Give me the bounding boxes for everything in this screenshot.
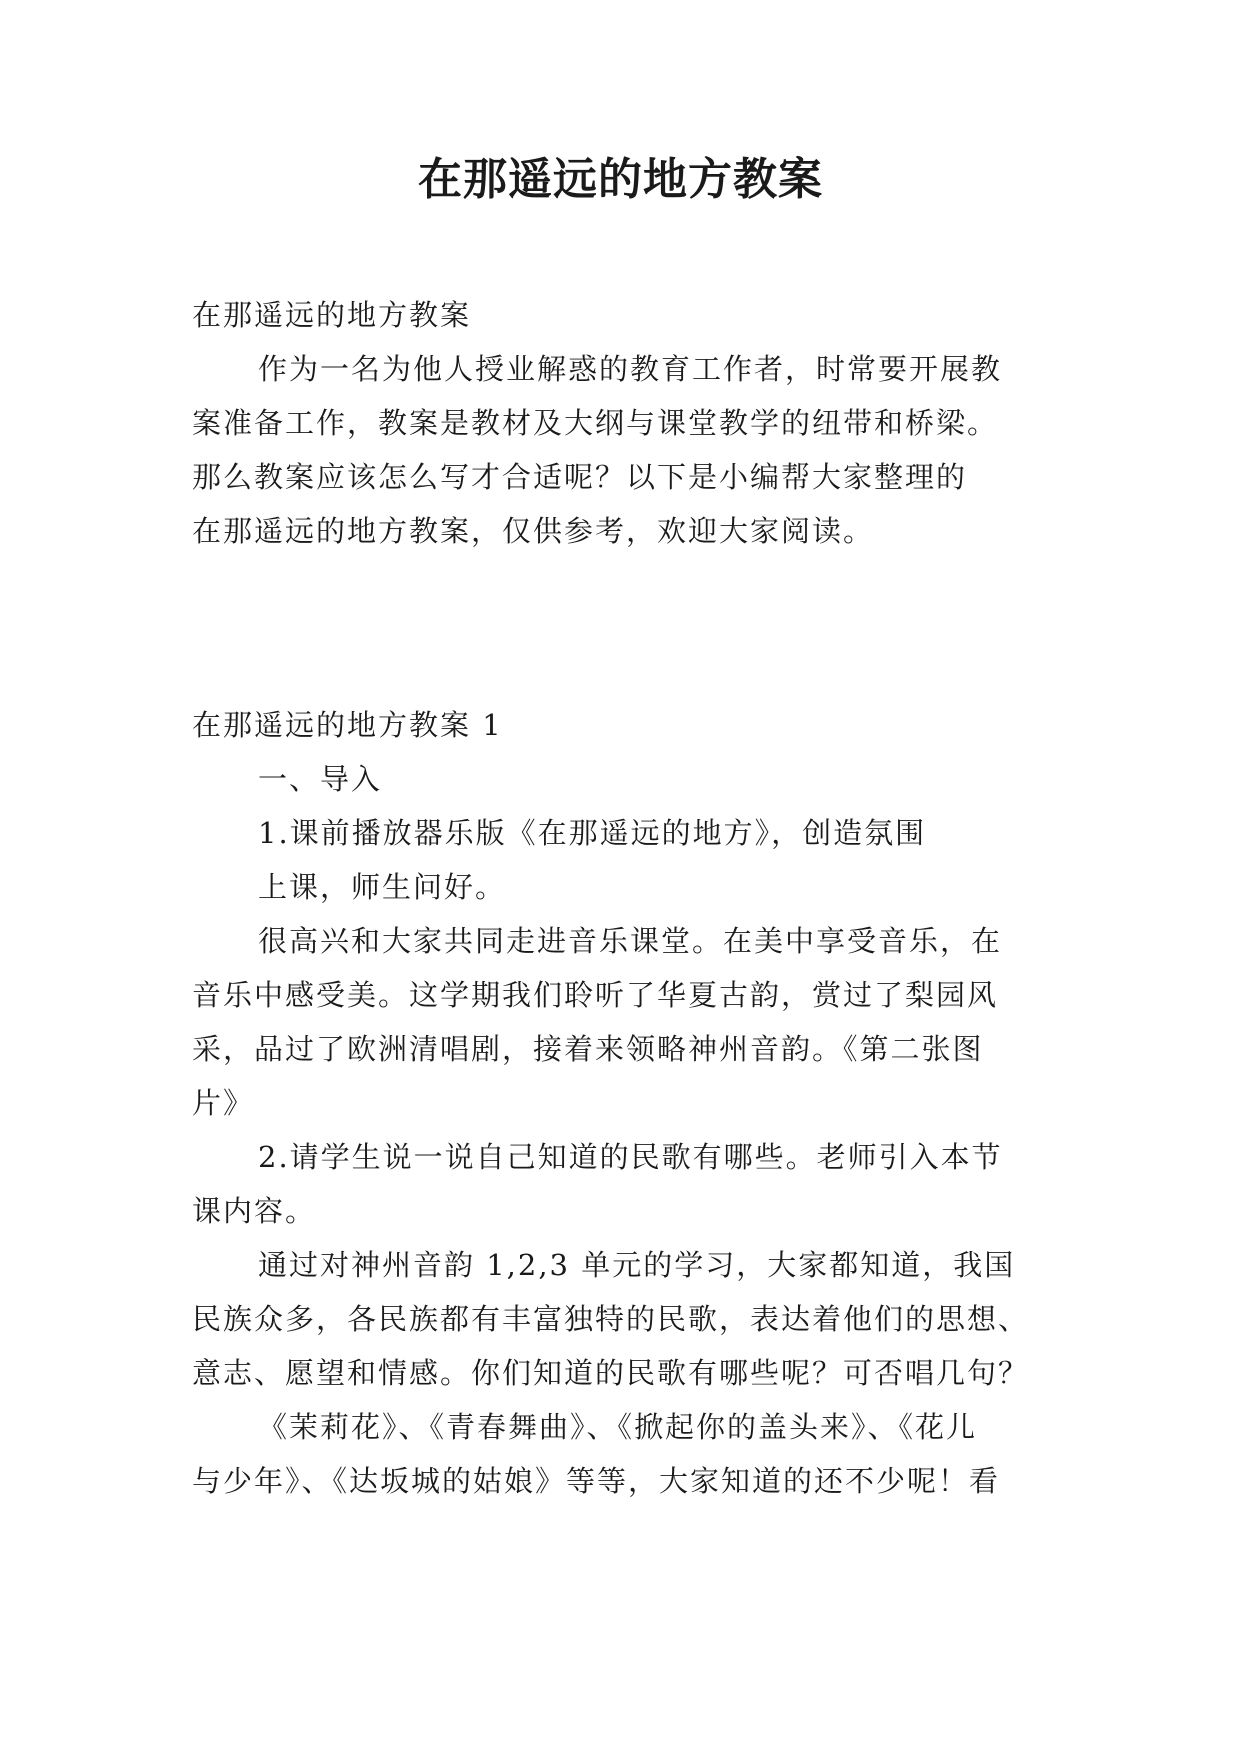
paragraph-line: 意志、愿望和情感。你们知道的民歌有哪些呢？可否唱几句？ — [192, 1356, 1030, 1390]
section-heading: 在那遥远的地方教案 1 — [192, 708, 503, 742]
intro-paragraph-line: 案准备工作，教案是教材及大纲与课堂教学的纽带和桥梁。 — [192, 406, 999, 440]
paragraph-line: 片》 — [192, 1086, 255, 1120]
paragraph-line: 上课，师生问好。 — [258, 870, 507, 904]
document-body — [192, 288, 1072, 1508]
paragraph-line: 课内容。 — [192, 1194, 317, 1228]
paragraph-line: 民族众多，各民族都有丰富独特的民歌，表达着他们的思想、 — [192, 1302, 1030, 1336]
paragraph-line: 1.课前播放器乐版《在那遥远的地方》，创造氛围 — [258, 816, 927, 850]
document-title: 在那遥远的地方教案 — [418, 154, 823, 205]
intro-paragraph-line: 在那遥远的地方教案，仅供参考，欢迎大家阅读。 — [192, 514, 875, 548]
paragraph-line: 通过对神州音韵 1,2,3 单元的学习，大家都知道，我国 — [258, 1248, 1016, 1282]
intro-heading: 在那遥远的地方教案 — [192, 298, 472, 332]
paragraph-line: 与少年》、《达坂城的姑娘》等等，大家知道的还不少呢！看 — [192, 1464, 1001, 1498]
section-spacer — [192, 558, 1072, 698]
paragraph-line: 《茉莉花》、《青春舞曲》、《掀起你的盖头来》、《花儿 — [258, 1410, 978, 1444]
intro-paragraph-line: 那么教案应该怎么写才合适呢？以下是小编帮大家整理的 — [192, 460, 968, 494]
paragraph-line: 音乐中感受美。这学期我们聆听了华夏古韵，赏过了梨园风 — [192, 978, 999, 1012]
intro-paragraph-line: 作为一名为他人授业解惑的教育工作者，时常要开展教 — [258, 352, 1003, 386]
paragraph-line: 2.请学生说一说自己知道的民歌有哪些。老师引入本节 — [258, 1140, 1003, 1174]
section-subheading: 一、导入 — [258, 762, 383, 796]
paragraph-line: 很高兴和大家共同走进音乐课堂。在美中享受音乐，在 — [258, 924, 1003, 958]
paragraph-line: 采，品过了欧洲清唱剧，接着来领略神州音韵。《第二张图 — [192, 1032, 984, 1066]
